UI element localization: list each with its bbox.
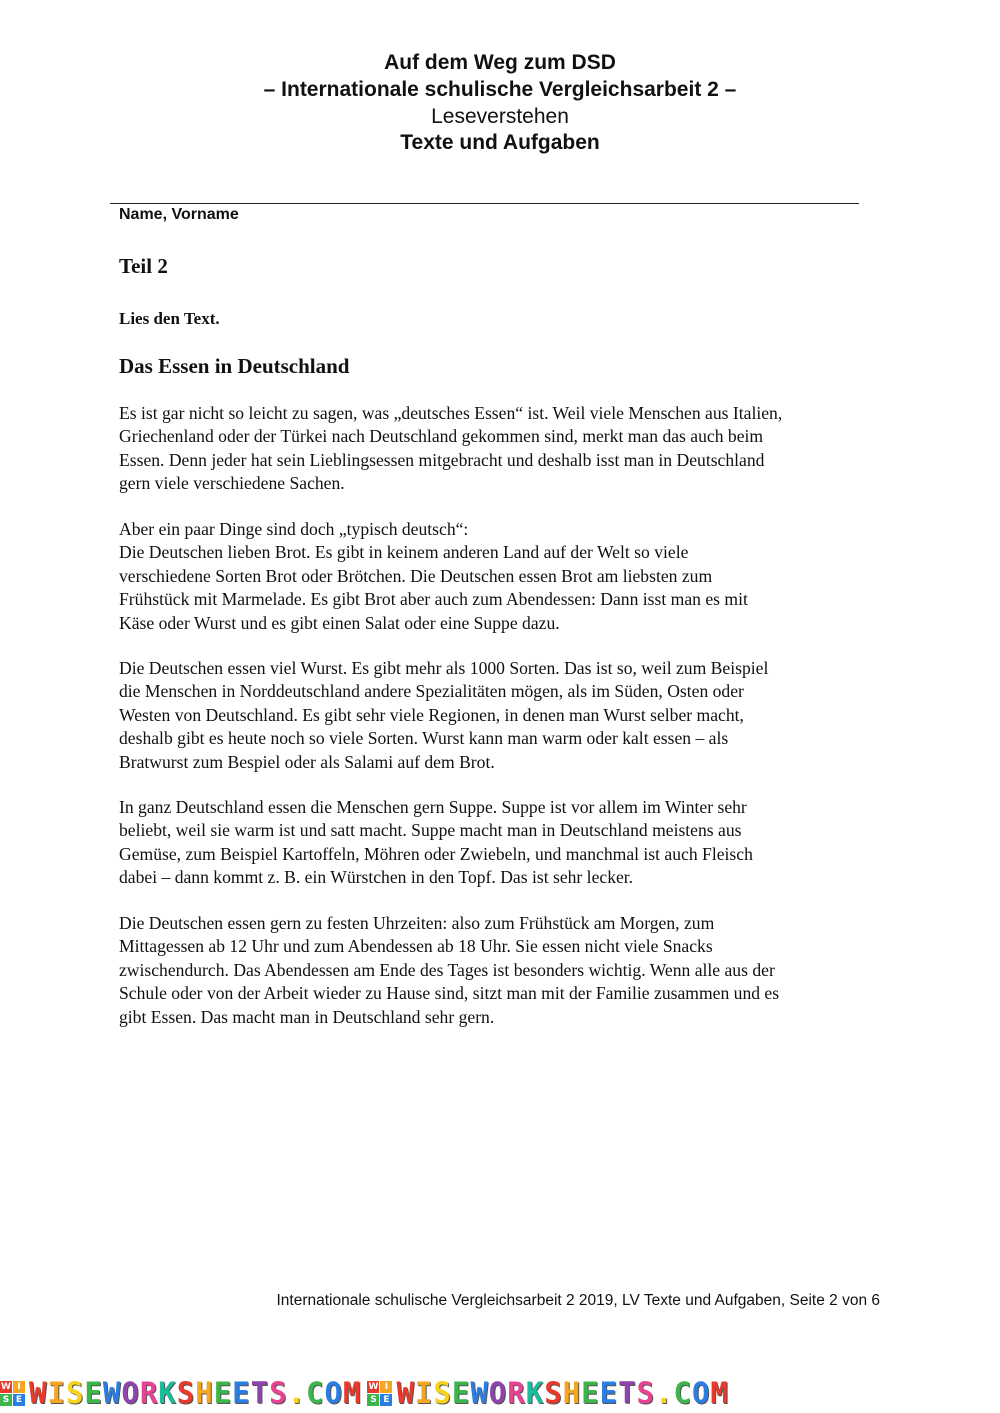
watermark-letter: H: [562, 1376, 582, 1410]
logo-letter: I: [380, 1381, 392, 1393]
logo-letter: S: [0, 1394, 12, 1406]
watermark-letter: K: [158, 1376, 177, 1410]
logo-letter: S: [367, 1394, 379, 1406]
watermark-letter: R: [507, 1376, 526, 1410]
watermark-letter: O: [488, 1376, 508, 1410]
watermark-text: [396, 1376, 729, 1410]
paragraph-4: [119, 796, 894, 890]
paragraph-2: [119, 518, 894, 635]
watermark-letter: E: [213, 1376, 233, 1410]
paragraph-line: In ganz Deutschland essen die Menschen gern Suppe. Suppe ist vor allem im Winter sehr: [119, 797, 747, 817]
watermark-letter: T: [250, 1376, 270, 1410]
text-title: Das Essen in Deutschland: [119, 354, 350, 378]
watermark-letter: W: [102, 1376, 122, 1410]
watermark-letter: C: [306, 1376, 325, 1410]
watermark-letter: O: [121, 1376, 140, 1410]
paragraph-line: dabei – dann kommt z. B. ein Würstchen in den Topf. Das ist sehr lecker.: [119, 867, 634, 888]
watermark-brand: [367, 1376, 729, 1410]
paragraph-line: Griechenland oder der Türkei nach Deutschland gekommen sind, merkt man das auch beim: [119, 426, 764, 447]
paragraph-line: Die Deutschen lieben Brot. Es gibt in keinem anderen Land auf der Welt so viele: [119, 542, 689, 563]
watermark-letter: C: [673, 1376, 692, 1410]
watermark-letter: M: [342, 1376, 362, 1410]
watermark-brand: [0, 1376, 362, 1410]
paragraph-5: [119, 912, 894, 1029]
watermark-text: [29, 1376, 362, 1410]
paragraph-line: Westen von Deutschland. Es gibt sehr viele Regionen, in denen man Wurst selber macht,: [119, 704, 744, 725]
watermark-letter: T: [618, 1376, 637, 1410]
name-line[interactable]: [110, 203, 859, 204]
watermark-letter: E: [451, 1376, 471, 1410]
paragraph-line: deshalb gibt es heute noch so viele Sorten. Wurst kann man warm oder kalt essen – als: [119, 728, 729, 749]
paragraph-line: Es ist gar nicht so leicht zu sagen, was „deutsches Essen“ ist. Weil viele Menschen aus Italien,: [119, 403, 783, 423]
watermark-letter: I: [47, 1376, 66, 1410]
watermark-letter: E: [581, 1376, 600, 1410]
watermark-letter: S: [65, 1376, 85, 1410]
paragraph-line: Aber ein paar Dinge sind doch „typisch deutsch“:: [119, 519, 469, 539]
watermark-letter: .: [287, 1376, 307, 1410]
watermark-letter: K: [525, 1376, 545, 1410]
document-subtitle: – Internationale schulische Vergleichsarbeit 2 –: [263, 78, 737, 101]
part-heading: Teil 2: [119, 254, 168, 278]
wise-logo-icon: [367, 1381, 392, 1406]
logo-letter: E: [380, 1394, 392, 1406]
page-footer: Internationale schulische Vergleichsarbeit 2 2019, LV Texte und Aufgaben, Seite 2 von 6: [276, 1292, 880, 1309]
watermark-letter: S: [544, 1376, 563, 1410]
paragraph-line: die Menschen in Norddeutschland andere Spezialitäten mögen, als im Süden, Osten oder: [119, 681, 744, 702]
logo-letter: I: [13, 1381, 25, 1393]
paragraph-line: Schule oder von der Arbeit wieder zu Hause sind, sitzt man mit der Familie zusammen und es: [119, 983, 780, 1004]
watermark-letter: S: [176, 1376, 196, 1410]
paragraph-line: Frühstück mit Marmelade. Es gibt Brot aber auch zum Abendessen: Dann isst man es mit: [119, 589, 748, 610]
paragraph-line: verschiedene Sorten Brot oder Brötchen. Die Deutschen essen Brot am liebsten zum: [119, 565, 713, 586]
paragraph-line: Essen. Denn jeder hat sein Lieblingsessen mitgebracht und deshalb isst man in Deutschland: [119, 449, 765, 470]
paragraph-line: Gemüse, zum Beispiel Kartoffeln, Möhren oder Zwiebeln, und manchmal ist auch Fleisch: [119, 843, 753, 864]
wise-logo-icon: [0, 1381, 25, 1406]
document-title: Auf dem Weg zum DSD: [384, 51, 616, 74]
paragraph-line: Mittagessen ab 12 Uhr und zum Abendessen ab 18 Uhr. Sie essen nicht viele Snacks: [119, 936, 713, 957]
watermark-letter: I: [414, 1376, 434, 1410]
logo-letter: E: [13, 1394, 25, 1406]
watermark-letter: E: [84, 1376, 103, 1410]
paragraph-line: zwischendurch. Das Abendessen am Ende des Tages ist besonders wichtig. Wenn alle aus der: [119, 959, 775, 980]
logo-letter: W: [368, 1382, 379, 1392]
name-label: Name, Vorname: [119, 206, 239, 223]
paragraph-line: beliebt, weil sie warm ist und satt macht. Suppe macht man in Deutschland meistens aus: [119, 820, 742, 841]
watermark-letter: S: [636, 1376, 655, 1410]
instruction: Lies den Text.: [119, 309, 220, 328]
watermark-letter: E: [599, 1376, 619, 1410]
watermark-letter: W: [396, 1376, 415, 1410]
watermark-banner: [0, 1374, 1000, 1413]
paragraph-line: gibt Essen. Das macht man in Deutschland sehr gern.: [119, 1006, 495, 1027]
watermark-letter: W: [470, 1376, 489, 1410]
paragraph-line: Käse oder Wurst und es gibt einen Salat oder eine Suppe dazu.: [119, 612, 560, 633]
watermark-letter: O: [324, 1376, 343, 1410]
watermark-letter: S: [269, 1376, 288, 1410]
paragraph-3: [119, 657, 894, 774]
document-section: Texte und Aufgaben: [400, 131, 600, 154]
paragraph-line: Die Deutschen essen viel Wurst. Es gibt mehr als 1000 Sorten. Das ist so, weil zum Beispiel: [119, 658, 769, 678]
paragraph-line: gern viele verschiedene Sachen.: [119, 473, 345, 494]
document-skill: Leseverstehen: [431, 105, 569, 128]
logo-letter: W: [1, 1382, 11, 1392]
watermark-letter: .: [655, 1376, 674, 1410]
watermark-letter: O: [691, 1376, 711, 1410]
paragraph-line: Die Deutschen essen gern zu festen Uhrzeiten: also zum Frühstück am Morgen, zum: [119, 913, 715, 933]
paragraph-line: Bratwurst zum Bespiel oder als Salami auf dem Brot.: [119, 751, 495, 772]
watermark-letter: R: [139, 1376, 159, 1410]
watermark-letter: M: [710, 1376, 729, 1410]
watermark-letter: E: [232, 1376, 251, 1410]
paragraph-1: [119, 402, 894, 496]
watermark-letter: W: [29, 1376, 48, 1410]
watermark-letter: H: [195, 1376, 214, 1410]
watermark-letter: S: [433, 1376, 452, 1410]
